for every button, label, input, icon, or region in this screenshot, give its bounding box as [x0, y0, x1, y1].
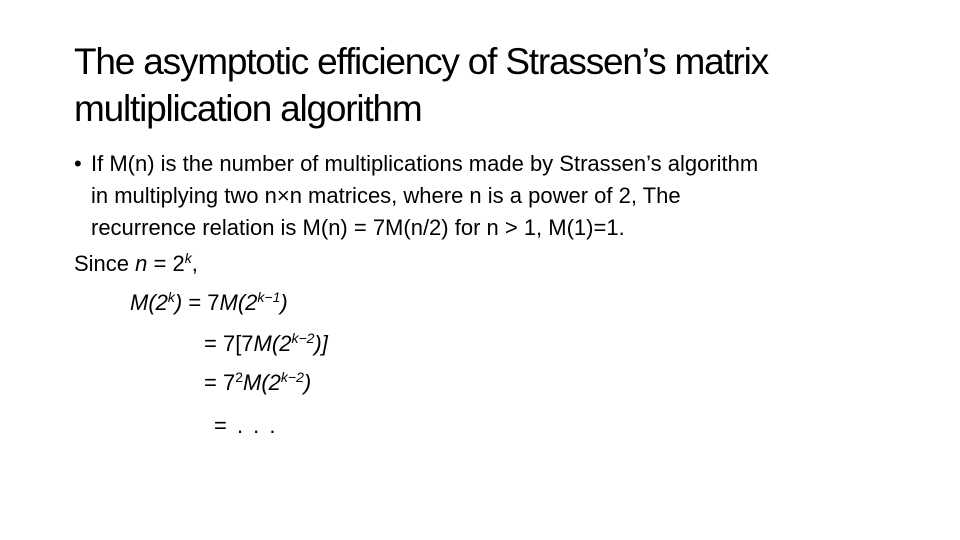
- d1-M: M: [219, 290, 238, 315]
- d3-eq: = 7: [204, 370, 236, 395]
- d1-lhs-M: M: [130, 290, 149, 315]
- d1-lhs-open: (2: [148, 290, 168, 315]
- slide-body: [74, 148, 911, 244]
- d1-close: ): [280, 290, 288, 315]
- since-n: n: [135, 251, 148, 276]
- bullet-marker: •: [74, 151, 82, 176]
- d2-exp: k−2: [291, 330, 315, 346]
- slide-title: [74, 38, 914, 132]
- since-exp: k: [184, 250, 192, 266]
- d2-close: )]: [314, 331, 328, 356]
- title-line-2: multiplication algorithm: [74, 88, 422, 129]
- derivation-line-2: [204, 328, 328, 362]
- since-line: [74, 248, 198, 282]
- d2-eq: = 7[7: [204, 331, 254, 356]
- d2-open: (2: [271, 331, 292, 356]
- derivation-line-4: = . . .: [214, 413, 278, 438]
- bullet-line-1: If M(n) is the number of multiplications made by Strassen’s algorithm: [91, 151, 759, 176]
- derivation-line-3: [204, 367, 311, 401]
- d3-M: M: [243, 370, 262, 395]
- d3-close: ): [303, 370, 312, 395]
- bullet-line-3: recurrence relation is M(n) = 7M(n/2) for n > 1, M(1)=1.: [91, 215, 625, 240]
- d1-lhs-exp: k: [167, 289, 175, 305]
- bullet-item: [74, 148, 911, 244]
- since-prefix: Since: [74, 251, 136, 276]
- title-line-1: The asymptotic efficiency of Strassen’s matrix: [74, 41, 768, 82]
- derivation-line-1: [130, 287, 288, 321]
- d3-pow: 2: [235, 369, 243, 385]
- d1-open: (2: [237, 290, 258, 315]
- since-eq: = 2: [147, 251, 185, 276]
- bullet-line-2: in multiplying two n×n matrices, where n is a power of 2, The: [91, 183, 681, 208]
- d3-exp: k−2: [280, 369, 304, 385]
- since-suffix: ,: [191, 251, 198, 276]
- d1-lhs-close: ): [174, 290, 183, 315]
- d2-M: M: [253, 331, 272, 356]
- d1-eq: = 7: [182, 290, 220, 315]
- d3-open: (2: [261, 370, 281, 395]
- d1-exp: k−1: [257, 289, 281, 305]
